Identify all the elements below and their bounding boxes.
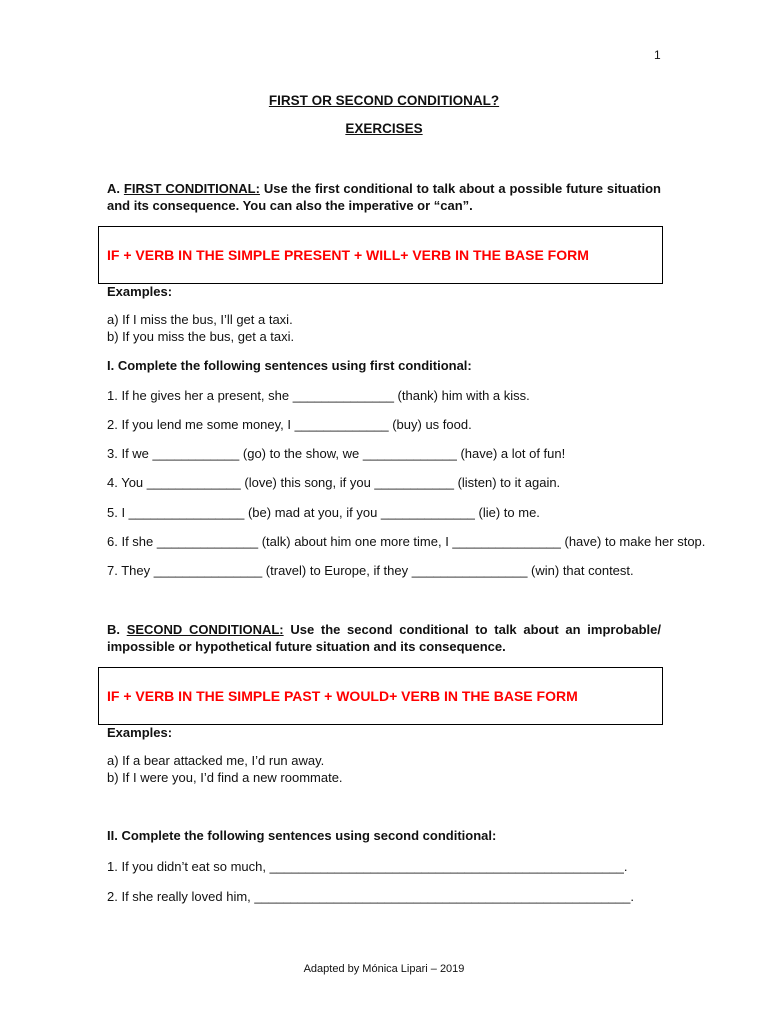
- section-b-example: b) If I were you, I’d find a new roommate.: [107, 770, 343, 785]
- section-a-formula: IF + VERB IN THE SIMPLE PRESENT + WILL+ VERB IN THE BASE FORM: [107, 247, 589, 263]
- exercise-1-item: 1. If he gives her a present, she ______________ (thank) him with a kiss.: [107, 388, 530, 403]
- section-a-intro: [107, 180, 661, 214]
- exercise-2-item: 2. If she really loved him, ____________________________________________________.: [107, 889, 634, 904]
- section-b-letter: B.: [107, 622, 127, 637]
- section-b-heading: SECOND CONDITIONAL:: [126, 622, 284, 637]
- exercise-2-item: 1. If you didn’t eat so much, _________________________________________________.: [107, 859, 628, 874]
- exercise-2-title: II. Complete the following sentences using second conditional:: [107, 828, 497, 843]
- exercise-1-item: 2. If you lend me some money, I _____________ (buy) us food.: [107, 417, 472, 432]
- exercise-1-item: 7. They _______________ (travel) to Europe, if they ________________ (win) that contest.: [107, 563, 634, 578]
- section-a-description: Use the first conditional to talk about a possible future situation and its consequence. You can also the imperative or “can”.: [107, 181, 661, 213]
- section-a-example: b) If you miss the bus, get a taxi.: [107, 329, 295, 344]
- section-b-description: Use the second conditional to talk about an improbable/ impossible or hypothetical future situation and its consequence.: [107, 622, 661, 654]
- section-b-formula: IF + VERB IN THE SIMPLE PAST + WOULD+ VERB IN THE BASE FORM: [107, 688, 578, 704]
- section-b-intro: [107, 621, 661, 655]
- footer-credit: Adapted by Mónica Lipari – 2019: [303, 963, 465, 975]
- exercise-1-item: 4. You _____________ (love) this song, if you ___________ (listen) to it again.: [107, 475, 561, 490]
- exercise-1-item: 5. I ________________ (be) mad at you, if you _____________ (lie) to me.: [107, 505, 540, 520]
- exercise-1-title: I. Complete the following sentences using first conditional:: [107, 358, 472, 373]
- page-number: 1: [654, 48, 661, 62]
- section-a-letter: A.: [107, 181, 124, 196]
- section-a-examples-label: Examples:: [107, 284, 173, 299]
- section-b-formula-box: [98, 667, 663, 725]
- section-b-examples-label: Examples:: [107, 725, 173, 740]
- section-b-example: a) If a bear attacked me, I’d run away.: [107, 753, 325, 768]
- section-a-example: a) If I miss the bus, I’ll get a taxi.: [107, 312, 293, 327]
- exercise-1-item: 3. If we ____________ (go) to the show, we _____________ (have) a lot of fun!: [107, 446, 566, 461]
- section-a-formula-box: [98, 226, 663, 284]
- section-a-heading: FIRST CONDITIONAL:: [123, 181, 260, 196]
- exercise-1-item: 6. If she ______________ (talk) about him one more time, I _______________ (have) to make her stop.: [107, 534, 706, 549]
- document-title: FIRST OR SECOND CONDITIONAL?: [268, 93, 500, 108]
- document-subtitle: EXERCISES: [345, 121, 423, 136]
